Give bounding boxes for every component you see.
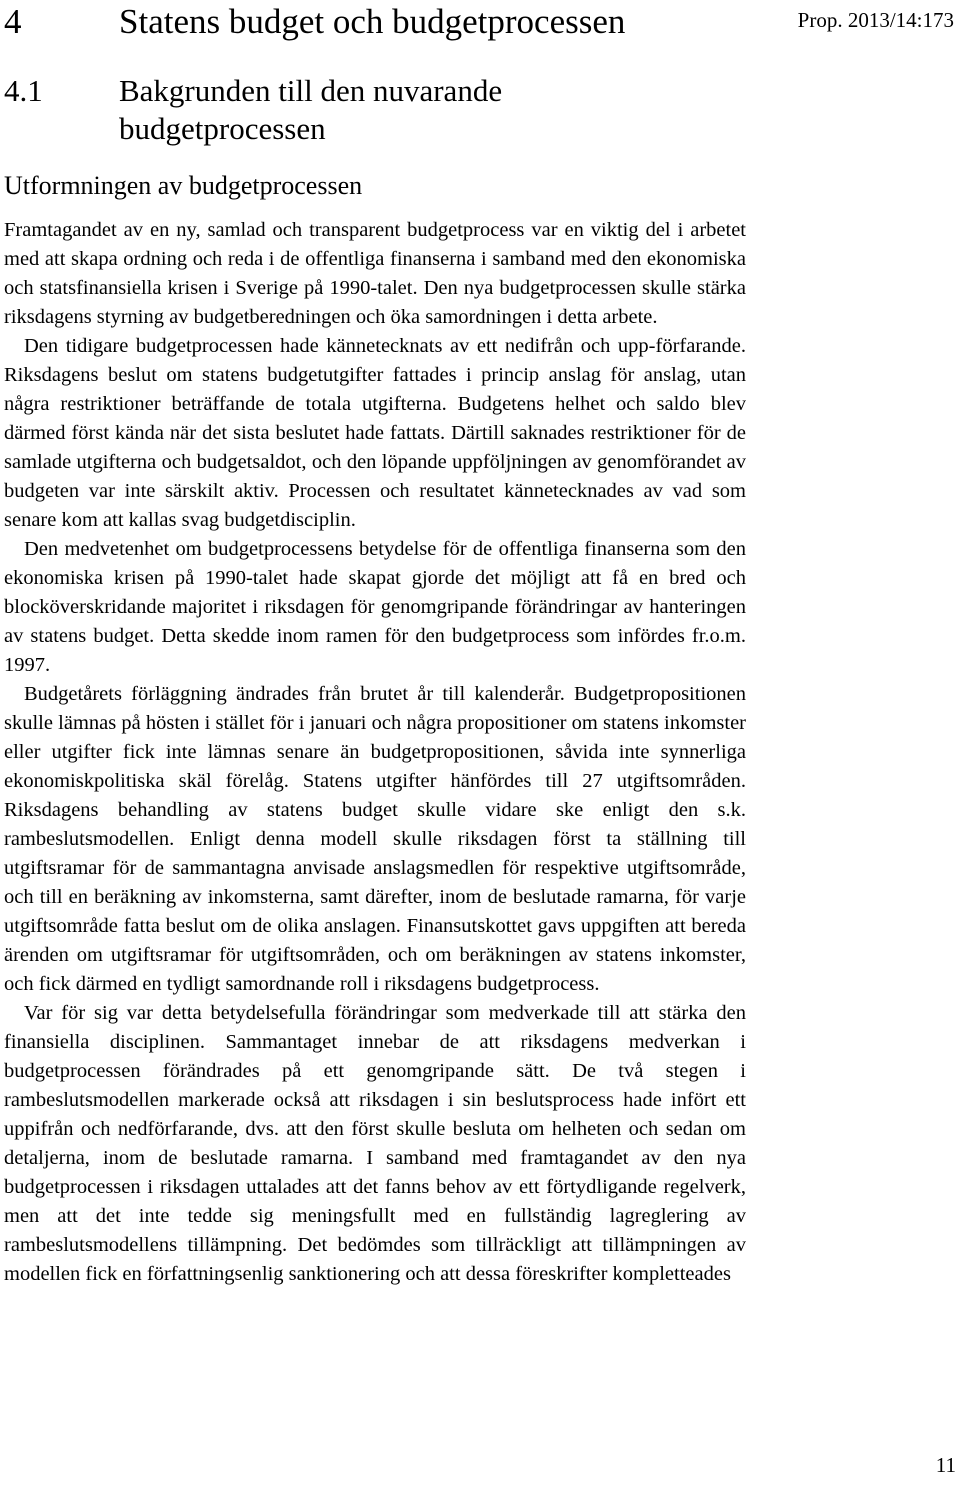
paragraph: Var för sig var detta betydelsefulla förändringar som medverkade till att stärka den finansiella disciplinen. Sammantaget innebar de att riksdagens medverkan i budgetprocessen förändrades på ett genomgripande sätt. De två stegen i rambeslutsmodellen markerade också att riksdagen i sin beslutsprocess hade infört ett uppifrån och nedförfarande, dvs. att den först skulle besluta om helheten och sedan om detaljerna, inom de beslutade ramarna. I samband med framtagandet av den nya budgetprocessen i riksdagen uttalades att det fanns behov av ett förtydligande regelverk, men att det inte tedde sig meningsfullt med en fullständig lagreglering av rambeslutsmodellens tillämpning. Det bedömdes som tillräckligt att tillämpningen av modellen fick en författningsenlig sanktionering och att dessa föreskrifter kompletteades: [4, 1002, 746, 1285]
subsection-heading: Utformningen av budgetprocessen: [4, 171, 363, 200]
chapter-title: Statens budget och budgetprocessen: [119, 2, 626, 41]
section-heading: [4, 72, 502, 148]
paragraph: Den tidigare budgetprocessen hade kännetecknats av ett nedifrån och upp-förfarande. Riksdagens beslut om statens budgetutgifter fattades i princip anslag för anslag, utan några restriktioner beträffande de totala utgifterna. Budgetens helhet och saldo blev därmed först kända när det sista beslutet hade fattats. Därtill saknades restriktioner för de samlade utgifterna och budgetsaldot, och den löpande uppföljningen av genomförandet av budgeten var inte särskilt aktiv. Processen och resultatet kännetecknades av vad som senare kom att kallas svag budgetdisciplin.: [4, 335, 746, 531]
section-title-line1: Bakgrunden till den nuvarande: [119, 73, 503, 108]
paragraph: Budgetårets förläggning ändrades från brutet år till kalenderår. Budgetpropositionen skulle lämnas på hösten i stället för i januari och några propositioner om statens inkomster eller utgifter fick inte lämnas senare än budgetpropositionen, såvida inte synnerliga ekonomiskpolitiska skäl förelåg. Statens utgifter hänfördes till 27 utgiftsområden. Riksdagens behandling av statens budget skulle vidare ske enligt den s.k. rambeslutsmodellen. Enligt denna modell skulle riksdagen först ta ställning till utgiftsramar för de sammantagna anvisade anslagsmedlen för respektive utgiftsområde, och till en beräkning av inkomsterna, samt därefter, inom de beslutade ramarna, för varje utgiftsområde fatta beslut om de olika anslagen. Finansutskottet gavs uppgiften att bereda ärenden om utgiftsramar för utgiftsområden, och om beräkningen av statens inkomster, och fick därmed en tydligt samordnande roll i riksdagens budgetprocess.: [4, 683, 746, 995]
paragraph: Den medvetenhet om budgetprocessens betydelse för de offentliga finanserna som den ekonomiska krisen på 1990-talet hade skapat gjorde det möjligt att få en bred och blocköverskridande majoritet i riksdagen för genomgripande förändringar av hanteringen av statens budget. Detta skedde inom ramen för den budgetprocess som infördes fr.o.m. 1997.: [4, 538, 746, 676]
proposition-reference: Prop. 2013/14:173: [797, 8, 954, 32]
section-title-line2: budgetprocessen: [119, 111, 326, 146]
chapter-number: 4: [4, 2, 22, 41]
paragraph: Framtagandet av en ny, samlad och transparent budgetprocess var en viktig del i arbetet med att skapa ordning och reda i de offentliga finanserna i samband med den ekonomiska och statsfinansiella krisen i Sverige på 1990-talet. Den nya budgetprocessen skulle stärka riksdagens styrning av budgetberedningen och öka samordningen i detta arbete.: [4, 219, 746, 328]
section-number: 4.1: [4, 73, 43, 108]
body-text: [4, 216, 746, 1289]
page-number: 11: [935, 1453, 956, 1477]
chapter-heading: [4, 2, 625, 42]
